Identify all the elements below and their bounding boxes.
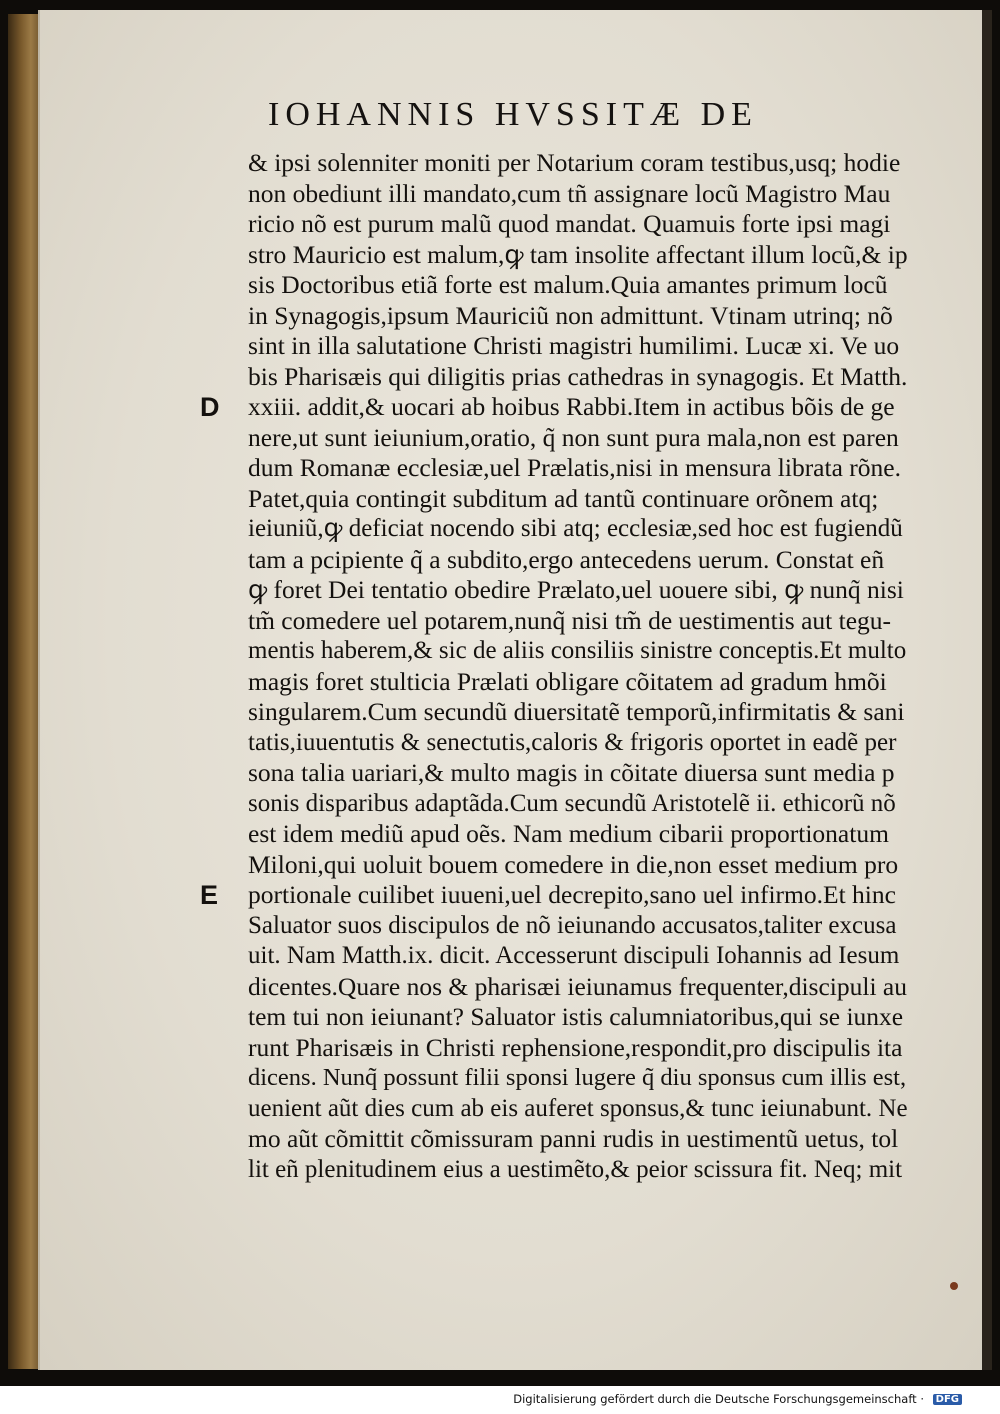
text-line: mentis haberem,& sic de aliis consiliis sinistre conceptis.Et multo — [248, 637, 907, 664]
text-line: est idem mediũ apud oẽs. Nam medium cibarii proportionatum — [248, 819, 889, 848]
body-text — [248, 148, 908, 1185]
text-line: sonis disparibus adaptãda.Cum secundũ Aristotelẽ ii. ethicorũ nõ — [248, 789, 896, 817]
text-line: ꝙ foret Dei tentatio obedire Prælato,uel uouere sibi, ꝙ nunq̃ nisi — [248, 575, 904, 604]
text-line: non obediunt illi mandato,cum tñ assignare locũ Magistro Mau — [248, 178, 891, 208]
text-line: runt Pharisæis in Christi rephensione,respondit,pro discipulis ita — [248, 1032, 903, 1062]
text-line: sona talia uariari,& multo magis in cõitate diuersa sunt media p — [248, 758, 895, 787]
margin-marker-e: E — [200, 880, 219, 910]
text-line: tem tui non ieiunant? Saluator istis calumniatoribus,qui se iunxe — [248, 1002, 904, 1031]
text-line: tm̃ comedere uel potarem,nunq̃ nisi tm̃ de uestimentis aut tegu- — [248, 605, 892, 635]
page-edge-shadow — [982, 10, 992, 1370]
text-line: tam a pcipiente q̃ a subdito,ergo antecedens uerum. Constat eñ — [248, 544, 885, 574]
text-line: ricio nõ est purum malũ quod mandat. Quamuis forte ipsi magi — [248, 209, 891, 238]
text-line: bis Pharisæis qui diligitis prias cathedras in synagogis. Et Matth. — [248, 361, 908, 391]
text-line: singularem.Cum secundũ diuersitatẽ temporũ,infirmitatis & sani — [248, 697, 905, 726]
text-line: Miloni,qui uoluit bouem comedere in die,non esset medium pro — [248, 849, 899, 879]
text-line: dum Romanæ ecclesiæ,uel Prælatis,nisi in mensura librata rõne. — [248, 453, 901, 482]
text-line: lit eñ plenitudinem eius a uestimẽto,& peior scissura fit. Neq; mit — [248, 1155, 903, 1183]
text-line: dicentes.Quare nos & pharisæi ieiunamus frequenter,discipuli au — [248, 971, 907, 1001]
text-line: in Synagogis,ipsum Mauriciũ non admittunt. Vtinam utrinq; nõ — [248, 300, 893, 330]
footer-credit — [513, 1392, 962, 1406]
text-line: magis foret stulticia Prælati obligare cõitatem ad gradum hmõi — [248, 666, 887, 696]
text-line: tatis,iuuentutis & senectutis,caloris & frigoris oportet in eadẽ per — [248, 728, 897, 756]
footer-text: Digitalisierung gefördert durch die Deutsche Forschungsgemeinschaft · — [513, 1392, 924, 1406]
text-line: portionale cuilibet iuueni,uel decrepito,sano uel infirmo.Et hinc — [248, 880, 896, 909]
text-line: uit. Nam Matth.ix. dicit. Accesserunt discipuli Iohannis ad Iesum — [248, 942, 900, 969]
text-line: & ipsi solenniter moniti per Notarium coram testibus,usq; hodie — [248, 148, 901, 177]
running-head-text: IOHANNIS HVSSITÆ DE — [268, 96, 758, 133]
text-line: mo aũt cõmittit cõmissuram panni rudis in uestimentũ uetus, tol — [248, 1124, 899, 1153]
text-line: xxiii. addit,& uocari ab hoibus Rabbi.Item in actibus bõis de ge — [248, 392, 895, 421]
text-line: Patet,quia contingit subditum ad tantũ continuare orõnem atq; — [248, 483, 879, 513]
text-line: sis Doctoribus etiã forte est malum.Quia amantes primum locũ — [248, 270, 888, 299]
text-line: Saluator suos discipulos de nõ ieiunando accusatos,taliter excusa — [248, 911, 897, 939]
dfg-logo: DFG — [933, 1394, 962, 1405]
ink-spot — [950, 1282, 958, 1290]
text-line: ieiuniũ,ꝙ deficiat nocendo sibi atq; ecclesiæ,sed hoc est fugiendũ — [248, 515, 903, 542]
margin-marker-d: D — [200, 392, 220, 422]
text-line: dicens. Nunq̃ possunt filii sponsi lugere q̃ diu sponsus cum illis est, — [248, 1064, 907, 1091]
running-head — [268, 96, 828, 148]
text-line: nere,ut sunt ieiunium,oratio, q̃ non sunt pura mala,non est paren — [248, 422, 899, 452]
text-line: stro Mauricio est malum,ꝙ tam insolite affectant illum locũ,& ip — [248, 239, 908, 269]
text-line: uenient aũt dies cum ab eis auferet sponsus,& tunc ieiunabunt. Ne — [248, 1094, 908, 1122]
text-line: sint in illa salutatione Christi magistri humilimi. Lucæ xi. Ve uo — [248, 331, 900, 360]
